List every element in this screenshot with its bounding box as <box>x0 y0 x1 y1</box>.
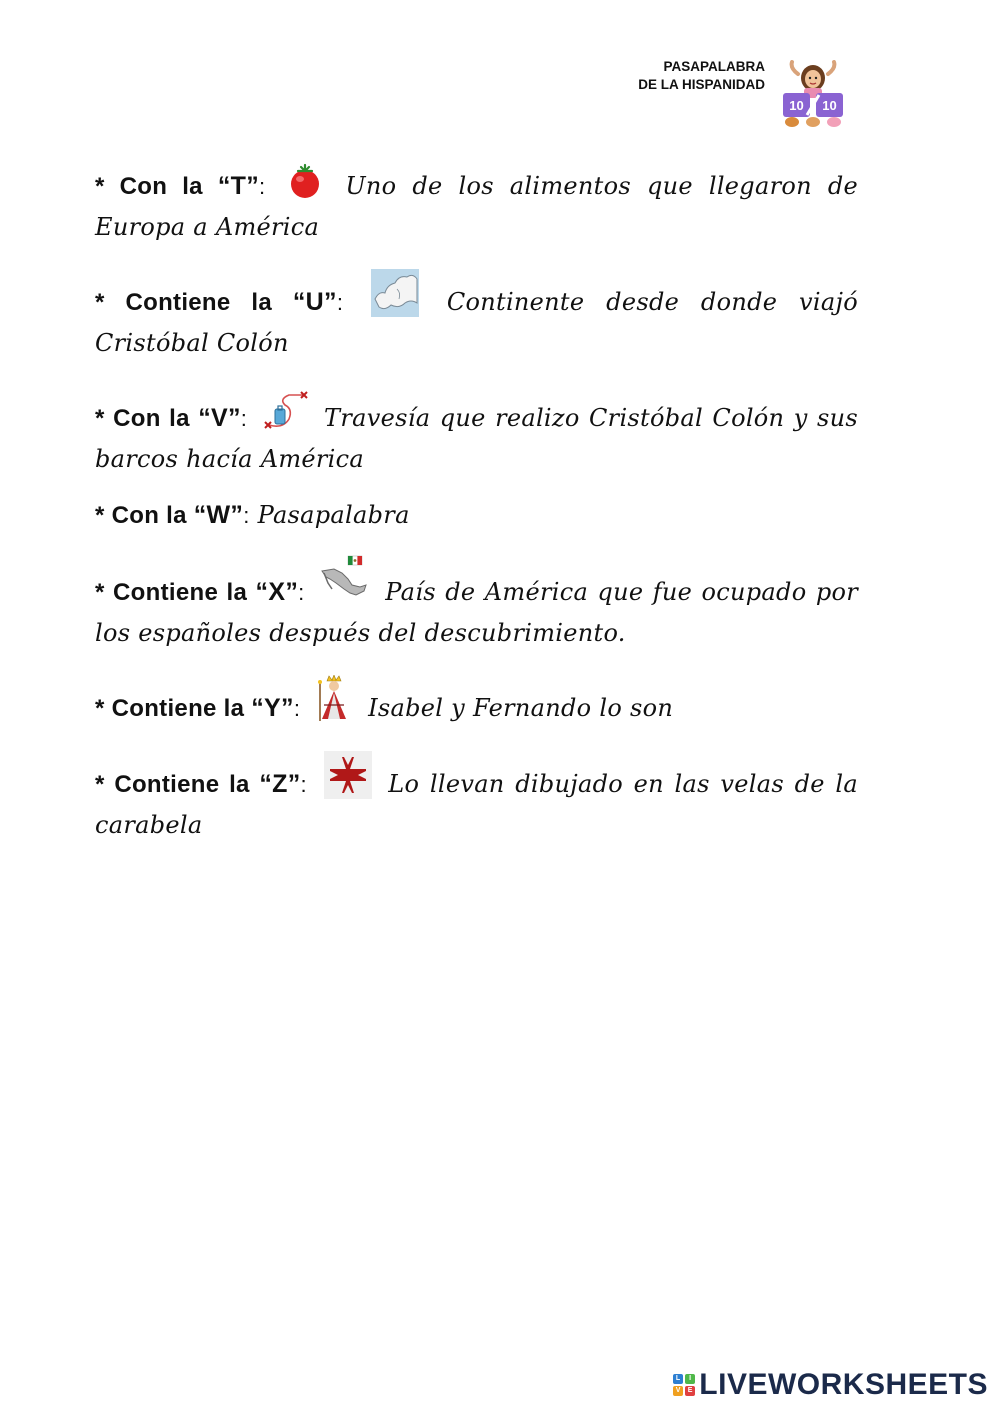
question-text: Lo llevan dibujado en las velas de la carabela <box>95 770 858 839</box>
question-letter: “Z” <box>259 770 301 798</box>
badge-right: 10 <box>822 98 837 113</box>
question-prefix: * Con la <box>95 502 194 529</box>
brand-name: LIVEWORKSHEETS <box>699 1368 988 1401</box>
question-colon: : <box>243 503 250 528</box>
question-text: País de América que fue ocupado por los españoles después del descubrimiento. <box>95 578 858 647</box>
liveworksheets-logo-icon <box>673 1374 695 1396</box>
badge-left: 10 <box>789 98 804 113</box>
question-prefix: * Contiene la <box>95 771 260 798</box>
question-letter: “U” <box>292 288 337 316</box>
question-letter: “T” <box>217 172 259 200</box>
question-prefix: * Contiene la <box>95 289 293 316</box>
header-title-line1: PASAPALABRA <box>663 59 765 74</box>
logo-letter: E <box>685 1386 695 1396</box>
question-w <box>95 495 858 536</box>
question-y <box>95 688 858 729</box>
question-colon: : <box>298 580 305 605</box>
question-letter: “Y” <box>251 694 294 722</box>
question-z <box>95 764 858 845</box>
mexico-map-icon <box>320 555 370 603</box>
europe-map-icon <box>371 269 419 317</box>
question-colon: : <box>240 406 248 431</box>
question-colon: : <box>293 696 301 721</box>
question-text: Isabel y Fernando lo son <box>360 694 674 722</box>
question-prefix: * Con la <box>95 405 199 432</box>
journey-icon <box>263 391 309 431</box>
question-colon: : <box>259 174 266 199</box>
question-v <box>95 398 858 479</box>
question-prefix: * Con la <box>95 173 218 200</box>
question-colon: : <box>336 290 344 315</box>
question-letter: “W” <box>193 501 244 529</box>
question-colon: : <box>300 772 307 797</box>
question-prefix: * Contiene la <box>95 579 256 606</box>
logo-letter: L <box>673 1374 683 1384</box>
liveworksheets-logo <box>673 1368 988 1402</box>
question-t <box>95 166 858 247</box>
logo-letter: V <box>673 1386 683 1396</box>
question-text: Uno de los alimentos que llegaron de Europa a América <box>95 172 858 241</box>
logo-letter: I <box>685 1374 695 1384</box>
question-letter: “X” <box>255 578 299 606</box>
question-u <box>95 282 858 363</box>
header-title-line2: DE LA HISPANIDAD <box>638 77 765 92</box>
question-letter: “V” <box>198 404 241 432</box>
question-text: Continente desde donde viajó Cristóbal Colón <box>95 288 858 357</box>
mascot-avatar-icon <box>780 60 846 128</box>
question-x <box>95 572 858 653</box>
red-cross-icon <box>324 751 372 799</box>
king-icon <box>314 675 354 723</box>
tomato-icon <box>287 163 323 199</box>
worksheet-header <box>600 58 765 94</box>
question-text: Travesía que realizo Cristóbal Colón y sus barcos hacía América <box>95 404 858 473</box>
question-text: Pasapalabra <box>249 501 410 529</box>
question-prefix: * Contiene la <box>95 695 252 722</box>
